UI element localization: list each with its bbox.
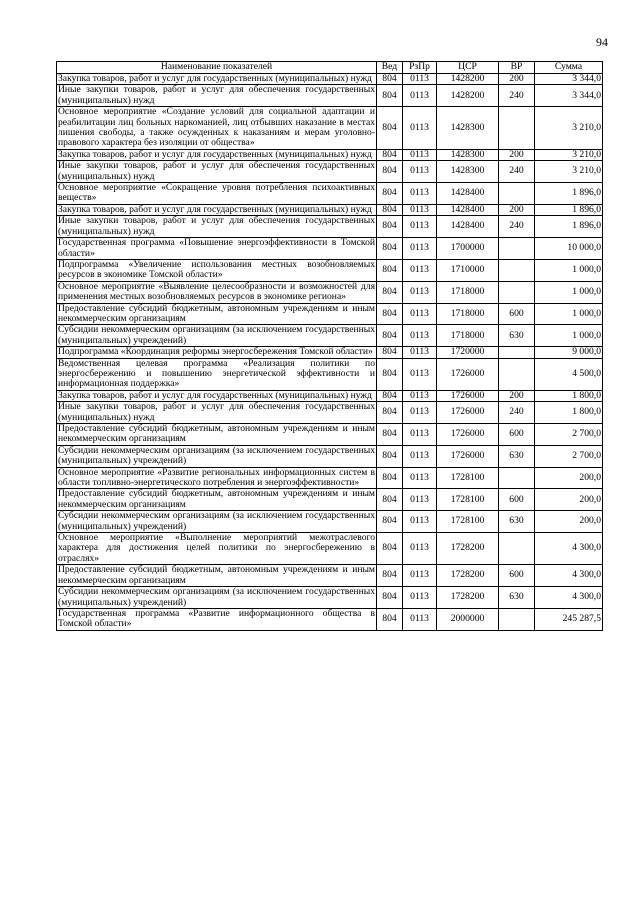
table-row	[57, 424, 603, 446]
cell-sum: 200,0	[535, 467, 603, 489]
cell-name: Государственная программа «Повышение энергоэффективности в Томской области»	[58, 237, 375, 259]
cell-sum: 1 896,0	[535, 183, 603, 205]
cell-csr: 1728200	[437, 587, 499, 609]
cell-csr: 1728100	[437, 511, 499, 533]
cell-name: Иные закупки товаров, работ и услуг для обеспечения государственных (муниципальных) нужд	[58, 160, 375, 182]
cell-rzpr: 0113	[403, 259, 437, 281]
cell-name: Основное мероприятие «Создание условий для социальной адаптации и реабилитации лиц больных наркоманией, лиц отбывших наказание в местах лишения свободы, а также осужденных к наказаниям и мерам уголовно-правового характера без изоляции от общества»	[58, 106, 375, 149]
cell-ved: 804	[377, 390, 403, 401]
table-row	[57, 183, 603, 205]
cell-vr	[499, 183, 535, 205]
cell-ved: 804	[377, 107, 403, 150]
table-body	[57, 74, 603, 631]
cell-ved: 804	[377, 281, 403, 303]
cell-ved: 804	[377, 445, 403, 467]
cell-name: Ведомственная целевая программа «Реализация политики по энергосбережению и повышению энергетической эффективности и информационная поддержка»	[58, 357, 375, 390]
cell-sum: 4 300,0	[535, 565, 603, 587]
table-row	[57, 161, 603, 183]
cell-rzpr: 0113	[403, 303, 437, 325]
cell-csr: 1428400	[437, 216, 499, 238]
cell-sum: 1 896,0	[535, 204, 603, 215]
cell-ved: 804	[377, 161, 403, 183]
cell-csr: 1428300	[437, 161, 499, 183]
cell-ved: 804	[377, 358, 403, 390]
cell-csr: 1428300	[437, 149, 499, 160]
cell-csr: 1728100	[437, 489, 499, 511]
cell-sum: 3 210,0	[535, 107, 603, 150]
cell-rzpr: 0113	[403, 281, 437, 303]
cell-rzpr: 0113	[403, 347, 437, 358]
cell-csr: 1428400	[437, 204, 499, 215]
header-ved: Вед	[377, 62, 403, 74]
cell-rzpr: 0113	[403, 216, 437, 238]
cell-csr: 1728100	[437, 467, 499, 489]
cell-rzpr: 0113	[403, 511, 437, 533]
cell-sum: 3 210,0	[535, 161, 603, 183]
cell-vr	[499, 238, 535, 260]
cell-ved: 804	[377, 424, 403, 446]
cell-ved: 804	[377, 565, 403, 587]
cell-sum: 3 344,0	[535, 74, 603, 85]
cell-name: Закупка товаров, работ и услуг для государственных (муниципальных) нужд	[57, 204, 377, 215]
cell-csr: 1428400	[437, 183, 499, 205]
table-row	[57, 445, 603, 467]
cell-ved: 804	[377, 511, 403, 533]
cell-rzpr: 0113	[403, 85, 437, 107]
cell-name: Основное мероприятие «Развитие региональных информационных систем в области топливно-энергетического потребления и энергоэффективности»	[58, 466, 375, 489]
cell-vr	[499, 259, 535, 281]
table-row	[57, 390, 603, 401]
cell-name: Закупка товаров, работ и услуг для государственных (муниципальных) нужд	[57, 390, 377, 401]
header-rzpr: РзПр	[403, 62, 437, 74]
cell-rzpr: 0113	[403, 533, 437, 565]
cell-rzpr: 0113	[403, 489, 437, 511]
cell-name: Иные закупки товаров, работ и услуг для обеспечения государственных (муниципальных) нужд	[58, 84, 375, 106]
cell-sum: 1 896,0	[535, 216, 603, 238]
cell-rzpr: 0113	[403, 107, 437, 150]
cell-vr: 240	[499, 161, 535, 183]
cell-rzpr: 0113	[403, 424, 437, 446]
cell-name: Субсидии некоммерческим организациям (за исключением государственных (муниципальных) учреждений)	[58, 586, 375, 608]
cell-sum: 4 300,0	[535, 587, 603, 609]
cell-sum: 1 000,0	[535, 259, 603, 281]
cell-ved: 804	[377, 402, 403, 424]
cell-vr: 630	[499, 325, 535, 347]
cell-sum: 2 700,0	[535, 424, 603, 446]
cell-vr: 600	[499, 489, 535, 511]
table-row	[57, 216, 603, 238]
cell-name: Государственная программа «Развитие информационного общества в Томской области»	[58, 607, 375, 630]
cell-sum: 9 000,0	[535, 347, 603, 358]
cell-rzpr: 0113	[403, 390, 437, 401]
cell-name: Основное мероприятие «Выполнение мероприятий межотраслевого характера для достижения целей политики по энергосбережению в отраслях»	[58, 532, 375, 564]
table-row	[57, 325, 603, 347]
cell-ved: 804	[377, 85, 403, 107]
cell-sum: 1 000,0	[535, 303, 603, 325]
table-row	[57, 402, 603, 424]
cell-vr: 200	[499, 74, 535, 85]
cell-vr: 200	[499, 204, 535, 215]
cell-sum: 10 000,0	[535, 238, 603, 260]
cell-name: Подпрограмма «Увеличение использования местных возобновляемых ресурсов в экономике Томской области»	[58, 258, 375, 281]
cell-vr	[499, 608, 535, 630]
cell-sum: 200,0	[535, 511, 603, 533]
cell-vr	[499, 533, 535, 565]
cell-ved: 804	[377, 467, 403, 489]
cell-name: Основное мероприятие «Выявление целесообразности и возможностей для применения местных возобновляемых ресурсов в экономике региона»	[58, 280, 375, 303]
cell-name: Предоставление субсидий бюджетным, автономным учреждениям и иным некоммерческим организациям	[58, 488, 375, 510]
cell-rzpr: 0113	[403, 161, 437, 183]
cell-rzpr: 0113	[403, 358, 437, 390]
cell-vr: 600	[499, 424, 535, 446]
cell-name: Закупка товаров, работ и услуг для государственных (муниципальных) нужд	[57, 74, 377, 85]
cell-vr: 630	[499, 445, 535, 467]
table-row	[57, 587, 603, 609]
table-row	[57, 204, 603, 215]
cell-csr: 1710000	[437, 259, 499, 281]
cell-ved: 804	[377, 347, 403, 358]
table-row	[57, 511, 603, 533]
cell-name: Предоставление субсидий бюджетным, автономным учреждениям и иным некоммерческим организациям	[58, 423, 375, 445]
cell-sum: 1 800,0	[535, 390, 603, 401]
cell-vr	[499, 467, 535, 489]
cell-name: Закупка товаров, работ и услуг для государственных (муниципальных) нужд	[57, 149, 377, 160]
cell-sum: 1 000,0	[535, 281, 603, 303]
cell-vr: 630	[499, 511, 535, 533]
cell-csr: 1726000	[437, 424, 499, 446]
table-row	[57, 85, 603, 107]
cell-ved: 804	[377, 149, 403, 160]
table-row	[57, 259, 603, 281]
cell-csr: 1726000	[437, 402, 499, 424]
header-vr: ВР	[499, 62, 535, 74]
cell-sum: 4 300,0	[535, 533, 603, 565]
cell-vr: 630	[499, 587, 535, 609]
table-header-row	[57, 62, 603, 74]
page-number: 94	[596, 35, 608, 49]
table-row	[57, 608, 603, 630]
table-row	[57, 358, 603, 390]
cell-vr: 240	[499, 216, 535, 238]
cell-vr	[499, 358, 535, 390]
cell-ved: 804	[377, 204, 403, 215]
cell-ved: 804	[377, 74, 403, 85]
cell-vr: 600	[499, 565, 535, 587]
cell-vr	[499, 347, 535, 358]
cell-sum: 3 210,0	[535, 149, 603, 160]
cell-ved: 804	[377, 489, 403, 511]
cell-rzpr: 0113	[403, 325, 437, 347]
cell-csr: 1726000	[437, 390, 499, 401]
cell-name: Субсидии некоммерческим организациям (за исключением государственных (муниципальных) учреждений)	[58, 510, 375, 532]
cell-csr: 1428300	[437, 107, 499, 150]
cell-ved: 804	[377, 183, 403, 205]
cell-vr: 240	[499, 402, 535, 424]
cell-rzpr: 0113	[403, 565, 437, 587]
table-row	[57, 303, 603, 325]
cell-ved: 804	[377, 587, 403, 609]
cell-vr: 240	[499, 85, 535, 107]
table-row	[57, 489, 603, 511]
table-row	[57, 467, 603, 489]
cell-sum: 200,0	[535, 489, 603, 511]
cell-sum: 1 800,0	[535, 402, 603, 424]
cell-vr: 200	[499, 390, 535, 401]
cell-csr: 1728200	[437, 533, 499, 565]
cell-name: Субсидии некоммерческим организациям (за исключением государственных (муниципальных) учреждений)	[58, 324, 375, 346]
cell-name: Подпрограмма «Координация реформы энергосбережения Томской области»	[57, 347, 377, 358]
cell-sum: 4 500,0	[535, 358, 603, 390]
cell-sum: 245 287,5	[535, 608, 603, 630]
header-name: Наименование показателей	[57, 62, 377, 74]
cell-csr: 1726000	[437, 445, 499, 467]
cell-rzpr: 0113	[403, 238, 437, 260]
table-row	[57, 565, 603, 587]
table-row	[57, 149, 603, 160]
cell-csr: 1718000	[437, 303, 499, 325]
cell-rzpr: 0113	[403, 74, 437, 85]
cell-ved: 804	[377, 259, 403, 281]
cell-csr: 1726000	[437, 358, 499, 390]
cell-ved: 804	[377, 608, 403, 630]
cell-name: Иные закупки товаров, работ и услуг для обеспечения государственных (муниципальных) нужд	[58, 215, 375, 237]
table-row	[57, 238, 603, 260]
header-csr: ЦСР	[437, 62, 499, 74]
cell-csr: 1700000	[437, 238, 499, 260]
cell-csr: 1428200	[437, 85, 499, 107]
cell-vr	[499, 281, 535, 303]
cell-name: Иные закупки товаров, работ и услуг для обеспечения государственных (муниципальных) нужд	[58, 401, 375, 423]
cell-rzpr: 0113	[403, 445, 437, 467]
cell-name: Предоставление субсидий бюджетным, автономным учреждениям и иным некоммерческим организациям	[58, 302, 375, 324]
cell-csr: 1728200	[437, 565, 499, 587]
cell-rzpr: 0113	[403, 149, 437, 160]
cell-ved: 804	[377, 238, 403, 260]
cell-sum: 3 344,0	[535, 85, 603, 107]
header-sum: Сумма	[535, 62, 603, 74]
cell-vr: 600	[499, 303, 535, 325]
cell-csr: 1428200	[437, 74, 499, 85]
cell-ved: 804	[377, 216, 403, 238]
cell-rzpr: 0113	[403, 608, 437, 630]
cell-name: Субсидии некоммерческим организациям (за исключением государственных (муниципальных) учреждений)	[58, 444, 375, 467]
cell-rzpr: 0113	[403, 467, 437, 489]
cell-vr: 200	[499, 149, 535, 160]
cell-name: Предоставление субсидий бюджетным, автономным учреждениям и иным некоммерческим организациям	[58, 564, 375, 586]
budget-table	[56, 61, 603, 631]
cell-rzpr: 0113	[403, 402, 437, 424]
cell-csr: 1718000	[437, 325, 499, 347]
cell-sum: 2 700,0	[535, 445, 603, 467]
cell-rzpr: 0113	[403, 183, 437, 205]
table-row	[57, 533, 603, 565]
table-row	[57, 281, 603, 303]
cell-ved: 804	[377, 303, 403, 325]
cell-csr: 1718000	[437, 281, 499, 303]
table-row	[57, 74, 603, 85]
table-row	[57, 347, 603, 358]
cell-ved: 804	[377, 325, 403, 347]
cell-ved: 804	[377, 533, 403, 565]
cell-csr: 2000000	[437, 608, 499, 630]
table-row	[57, 107, 603, 150]
cell-rzpr: 0113	[403, 204, 437, 215]
cell-rzpr: 0113	[403, 587, 437, 609]
cell-name: Основное мероприятие «Сокращение уровня потребления психоактивных веществ»	[58, 182, 375, 204]
cell-csr: 1720000	[437, 347, 499, 358]
cell-vr	[499, 107, 535, 150]
cell-sum: 1 000,0	[535, 325, 603, 347]
